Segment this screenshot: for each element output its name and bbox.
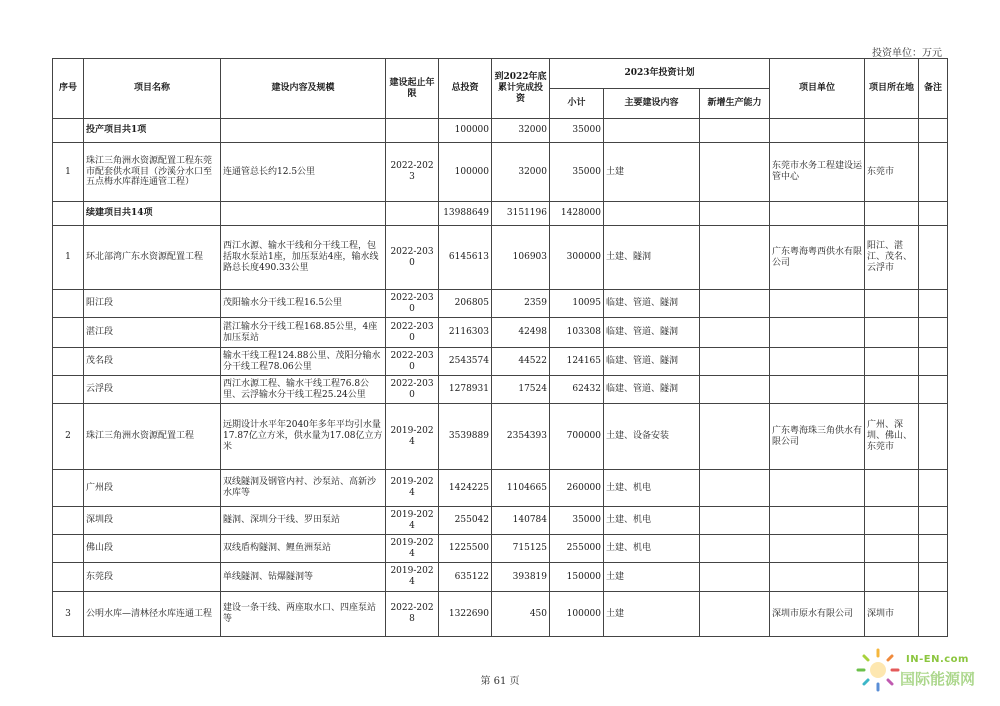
header-done: 到2022年底累计完成投资 — [492, 59, 550, 119]
cell-unit — [770, 470, 865, 507]
cell-content: 双线盾构隧洞、鲤鱼洲泵站 — [221, 535, 386, 563]
cell-total: 3539889 — [439, 404, 492, 470]
table-row — [53, 592, 948, 637]
cell-subtotal: 62432 — [550, 376, 604, 404]
table-row — [53, 226, 948, 290]
cell-new-capacity — [700, 592, 770, 637]
cell-new-capacity — [700, 348, 770, 376]
cell-main-content — [604, 119, 700, 143]
cell-subtotal: 255000 — [550, 535, 604, 563]
cell-unit — [770, 119, 865, 143]
table-row — [53, 202, 948, 226]
cell-remarks — [919, 563, 948, 592]
table-row — [53, 470, 948, 507]
cell-done: 2354393 — [492, 404, 550, 470]
cell-name: 环北部湾广东水资源配置工程 — [84, 226, 221, 290]
cell-period: 2019-2024 — [386, 507, 439, 535]
cell-name: 广州段 — [84, 470, 221, 507]
cell-remarks — [919, 592, 948, 637]
cell-remarks — [919, 348, 948, 376]
cell-main-content: 临建、管道、隧洞 — [604, 348, 700, 376]
cell-name: 云浮段 — [84, 376, 221, 404]
cell-name: 佛山段 — [84, 535, 221, 563]
cell-unit — [770, 507, 865, 535]
cell-unit — [770, 563, 865, 592]
cell-main-content: 土建、设备安装 — [604, 404, 700, 470]
cell-remarks — [919, 119, 948, 143]
cell-location — [865, 290, 919, 318]
cell-content: 建设一条干线、两座取水口、四座泵站等 — [221, 592, 386, 637]
header-subtotal: 小计 — [550, 89, 604, 119]
cell-seq — [53, 563, 84, 592]
cell-remarks — [919, 202, 948, 226]
cell-new-capacity — [700, 202, 770, 226]
cell-total: 1322690 — [439, 592, 492, 637]
cell-period: 2019-2024 — [386, 404, 439, 470]
header-location: 项目所在地 — [865, 59, 919, 119]
cell-new-capacity — [700, 404, 770, 470]
cell-content: 湛江输水分干线工程168.85公里，4座加压泵站 — [221, 318, 386, 348]
header-period: 建设起止年限 — [386, 59, 439, 119]
cell-location — [865, 507, 919, 535]
cell-content: 西江水源工程、输水干线工程76.8公里、云浮输水分干线工程25.24公里 — [221, 376, 386, 404]
cell-location: 东莞市 — [865, 143, 919, 202]
cell-location — [865, 563, 919, 592]
cell-location: 深圳市 — [865, 592, 919, 637]
cell-seq — [53, 535, 84, 563]
cell-content: 单线隧洞、钻爆隧洞等 — [221, 563, 386, 592]
cell-subtotal: 1428000 — [550, 202, 604, 226]
cell-main-content: 土建、机电 — [604, 535, 700, 563]
cell-seq — [53, 318, 84, 348]
cell-total: 6145613 — [439, 226, 492, 290]
cell-seq: 1 — [53, 143, 84, 202]
cell-location: 广州、深圳、佛山、东莞市 — [865, 404, 919, 470]
cell-total: 100000 — [439, 143, 492, 202]
header-row-1 — [53, 59, 948, 89]
cell-remarks — [919, 404, 948, 470]
header-total: 总投资 — [439, 59, 492, 119]
table-row — [53, 404, 948, 470]
cell-period: 2022-2030 — [386, 348, 439, 376]
cell-location — [865, 348, 919, 376]
cell-subtotal: 260000 — [550, 470, 604, 507]
table-row — [53, 507, 948, 535]
cell-period: 2022-2023 — [386, 143, 439, 202]
cell-seq: 3 — [53, 592, 84, 637]
page-number: 第 61 页 — [480, 676, 520, 687]
cell-name: 续建项目共14项 — [84, 202, 221, 226]
cell-period: 2019-2024 — [386, 563, 439, 592]
cell-subtotal: 35000 — [550, 507, 604, 535]
cell-name: 珠江三角洲水资源配置工程 — [84, 404, 221, 470]
cell-done: 450 — [492, 592, 550, 637]
header-name: 项目名称 — [84, 59, 221, 119]
cell-remarks — [919, 507, 948, 535]
cell-name: 茂名段 — [84, 348, 221, 376]
cell-unit: 广东粤海珠三角供水有限公司 — [770, 404, 865, 470]
cell-subtotal: 10095 — [550, 290, 604, 318]
cell-subtotal: 35000 — [550, 143, 604, 202]
watermark-en: IN-EN.com — [906, 654, 969, 665]
cell-content: 双线隧洞及钢管内衬、沙泵站、高新沙水库等 — [221, 470, 386, 507]
investment-unit-note: 投资单位：万元 — [872, 48, 942, 59]
cell-unit — [770, 290, 865, 318]
watermark-logo — [842, 646, 992, 702]
cell-done: 1104665 — [492, 470, 550, 507]
cell-remarks — [919, 535, 948, 563]
cell-done: 42498 — [492, 318, 550, 348]
cell-total: 2543574 — [439, 348, 492, 376]
cell-main-content: 土建 — [604, 592, 700, 637]
cell-seq: 1 — [53, 226, 84, 290]
cell-content — [221, 119, 386, 143]
cell-location — [865, 202, 919, 226]
header-main-content: 主要建设内容 — [604, 89, 700, 119]
cell-period: 2019-2024 — [386, 470, 439, 507]
cell-new-capacity — [700, 563, 770, 592]
cell-new-capacity — [700, 376, 770, 404]
cell-content: 远期设计水平年2040年多年平均引水量17.87亿立方米，供水量为17.08亿立方米 — [221, 404, 386, 470]
cell-period — [386, 202, 439, 226]
cell-seq — [53, 202, 84, 226]
cell-subtotal: 124165 — [550, 348, 604, 376]
table-row — [53, 376, 948, 404]
cell-done: 32000 — [492, 143, 550, 202]
cell-total: 2116303 — [439, 318, 492, 348]
cell-content: 隧洞、深圳分干线、罗田泵站 — [221, 507, 386, 535]
table-row — [53, 290, 948, 318]
table-row — [53, 318, 948, 348]
cell-location: 阳江、湛江、茂名、云浮市 — [865, 226, 919, 290]
cell-name: 湛江段 — [84, 318, 221, 348]
cell-name: 深圳段 — [84, 507, 221, 535]
cell-unit: 东莞市水务工程建设运管中心 — [770, 143, 865, 202]
cell-total: 1225500 — [439, 535, 492, 563]
table-row — [53, 119, 948, 143]
cell-unit — [770, 376, 865, 404]
cell-unit — [770, 318, 865, 348]
cell-period — [386, 119, 439, 143]
cell-done: 17524 — [492, 376, 550, 404]
header-plan2023: 2023年投资计划 — [550, 59, 770, 89]
cell-new-capacity — [700, 119, 770, 143]
cell-new-capacity — [700, 470, 770, 507]
cell-total: 100000 — [439, 119, 492, 143]
cell-main-content: 临建、管道、隧洞 — [604, 290, 700, 318]
cell-content: 连通管总长约12.5公里 — [221, 143, 386, 202]
cell-period: 2022-2030 — [386, 318, 439, 348]
cell-period: 2019-2024 — [386, 535, 439, 563]
cell-main-content: 土建、机电 — [604, 470, 700, 507]
cell-main-content: 土建、隧洞 — [604, 226, 700, 290]
cell-seq — [53, 470, 84, 507]
cell-total: 206805 — [439, 290, 492, 318]
watermark-cn: 国际能源网 — [900, 670, 976, 688]
cell-seq: 2 — [53, 404, 84, 470]
cell-done: 106903 — [492, 226, 550, 290]
cell-main-content — [604, 202, 700, 226]
cell-unit: 广东粤海粤西供水有限公司 — [770, 226, 865, 290]
investment-plan-table — [52, 58, 948, 637]
cell-new-capacity — [700, 290, 770, 318]
cell-remarks — [919, 226, 948, 290]
cell-done: 715125 — [492, 535, 550, 563]
cell-remarks — [919, 318, 948, 348]
cell-location — [865, 376, 919, 404]
cell-period: 2022-2030 — [386, 376, 439, 404]
cell-total: 1424225 — [439, 470, 492, 507]
table-row — [53, 535, 948, 563]
table-row — [53, 563, 948, 592]
cell-remarks — [919, 376, 948, 404]
cell-remarks — [919, 290, 948, 318]
cell-name: 阳江段 — [84, 290, 221, 318]
cell-subtotal: 103308 — [550, 318, 604, 348]
cell-done: 140784 — [492, 507, 550, 535]
cell-seq — [53, 119, 84, 143]
cell-content — [221, 202, 386, 226]
header-seq: 序号 — [53, 59, 84, 119]
cell-main-content: 土建 — [604, 143, 700, 202]
cell-done: 44522 — [492, 348, 550, 376]
cell-remarks — [919, 143, 948, 202]
cell-name: 珠江三角洲水资源配置工程东莞市配套供水项目（沙溪分水口至五点梅水库群连通管工程） — [84, 143, 221, 202]
cell-done: 2359 — [492, 290, 550, 318]
cell-seq — [53, 507, 84, 535]
cell-subtotal: 300000 — [550, 226, 604, 290]
cell-subtotal: 100000 — [550, 592, 604, 637]
cell-total: 13988649 — [439, 202, 492, 226]
header-content: 建设内容及规模 — [221, 59, 386, 119]
cell-unit — [770, 202, 865, 226]
cell-subtotal: 700000 — [550, 404, 604, 470]
cell-new-capacity — [700, 226, 770, 290]
cell-subtotal: 150000 — [550, 563, 604, 592]
header-new-capacity: 新增生产能力 — [700, 89, 770, 119]
header-remarks: 备注 — [919, 59, 948, 119]
cell-seq — [53, 348, 84, 376]
cell-location — [865, 470, 919, 507]
sun-logo-icon — [856, 648, 900, 692]
cell-content: 茂阳输水分干线工程16.5公里 — [221, 290, 386, 318]
cell-main-content: 临建、管道、隧洞 — [604, 318, 700, 348]
cell-done: 393819 — [492, 563, 550, 592]
cell-name: 投产项目共1项 — [84, 119, 221, 143]
header-unit: 项目单位 — [770, 59, 865, 119]
cell-location — [865, 535, 919, 563]
cell-main-content: 土建 — [604, 563, 700, 592]
cell-total: 1278931 — [439, 376, 492, 404]
cell-seq — [53, 290, 84, 318]
cell-content: 西江水源、输水干线和分干线工程，包括取水泵站1座，加压泵站4座，输水线路总长度490.33公里 — [221, 226, 386, 290]
cell-unit: 深圳市原水有限公司 — [770, 592, 865, 637]
cell-new-capacity — [700, 143, 770, 202]
cell-unit — [770, 348, 865, 376]
cell-new-capacity — [700, 535, 770, 563]
table-row — [53, 348, 948, 376]
cell-period: 2022-2030 — [386, 290, 439, 318]
cell-new-capacity — [700, 507, 770, 535]
cell-done: 3151196 — [492, 202, 550, 226]
cell-done: 32000 — [492, 119, 550, 143]
cell-main-content: 土建、机电 — [604, 507, 700, 535]
cell-content: 输水干线工程124.88公里、茂阳分输水分干线工程78.06公里 — [221, 348, 386, 376]
table-row — [53, 143, 948, 202]
cell-main-content: 临建、管道、隧洞 — [604, 376, 700, 404]
cell-new-capacity — [700, 318, 770, 348]
cell-period: 2022-2030 — [386, 226, 439, 290]
cell-seq — [53, 376, 84, 404]
cell-name: 公明水库—清林径水库连通工程 — [84, 592, 221, 637]
cell-name: 东莞段 — [84, 563, 221, 592]
cell-period: 2022-2028 — [386, 592, 439, 637]
cell-subtotal: 35000 — [550, 119, 604, 143]
cell-total: 635122 — [439, 563, 492, 592]
cell-location — [865, 119, 919, 143]
cell-location — [865, 318, 919, 348]
cell-remarks — [919, 470, 948, 507]
cell-unit — [770, 535, 865, 563]
cell-total: 255042 — [439, 507, 492, 535]
